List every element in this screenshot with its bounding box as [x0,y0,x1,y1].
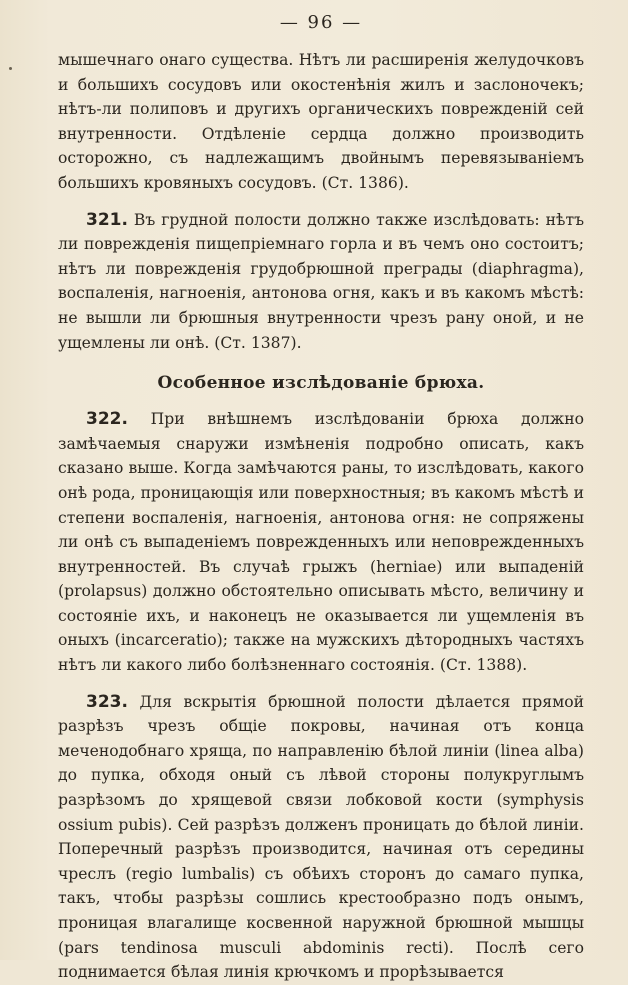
section-heading: Особенное изслѣдованіе брюха. [157,373,485,394]
paragraph-text: мышечнаго онаго существа. Нѣтъ ли расширенія желудочковъ и большихъ сосудовъ или окостенѣнія жилъ и заслоночекъ; нѣтъ-ли полиповъ и другихъ органическихъ поврежденій сей внутренности. Отдѣленіе сердца должно производить осторожно, съ надлежащимъ двойнымъ перевязываніемъ большихъ кровяныхъ сосудовъ. (Ст. 1386). [58,51,584,192]
paragraph-number: 323. [86,691,128,712]
paragraph-number: 321. [86,209,128,230]
paragraph-323 [58,690,584,985]
page-number-header: — 96 — [279,12,363,33]
paragraph-322 [58,407,584,678]
paragraph-gap [58,196,584,208]
margin-speck [9,67,12,70]
paragraph-321 [58,208,584,356]
paragraph-text: При внѣшнемъ изслѣдованіи брюха должно замѣчаемыя снаружи измѣненія подробно описать, какъ сказано выше. Когда замѣчаются раны, то изслѣдовать, какого онѣ рода, проницающія или поверхностныя; въ какомъ мѣстѣ и степени воспаленія, нагноенія, антонова огня: не сопряжены ли онѣ съ выпаденіемъ поврежденныхъ или неповрежденныхъ внутренностей. Въ случаѣ грыжъ (herniae) или выпаденій (prolapsus) должно обстоятельно описывать мѣсто, величину и состояніе ихъ, и наконецъ не оказывается ли ущемленія въ оныхъ (incarceratio); также на мужскихъ дѣтородныхъ частяхъ нѣтъ ли какого либо болѣзненнаго состоянія. (Ст. 1388). [58,410,584,675]
paragraph-text: Въ грудной полости должно также изслѣдовать: нѣтъ ли поврежденія пищепріемнаго горла и въ чемъ оно состоитъ; нѣтъ ли поврежденія грудобрюшной преграды (diaphragma), воспаленія, нагноенія, антонова огня, какъ и въ какомъ мѣстѣ: не вышли ли брюшныя внутренности чрезъ рану оной, и не ущемлены ли онѣ. (Ст. 1387). [58,210,584,352]
paragraph-gap [58,678,584,690]
paragraph-number: 322. [86,409,128,430]
paragraph-continuation [58,48,584,196]
paragraph-text: Для вскрытія брюшной полости дѣлается прямой разрѣзъ чрезъ общіе покровы, начиная отъ конца меченодобнаго хряща, по направленію бѣлой линіи (linea alba) до пупка, обходя оный съ лѣвой стороны полукруглымъ разрѣзомъ до хрящевой связи лобковой кости (symphysis ossium pubis). Сей разрѣзъ долженъ проницать до бѣлой линіи. Поперечный разрѣзъ производится, начиная отъ середины чреслъ (regio lumbalis) съ обѣихъ сторонъ до самаго пупка, такъ, чтобы разрѣзы сошлись крестообразно подъ онымъ, проницая влагалище косвенной наружной брюшной мышцы (pars tendinosa musculi abdominis recti). Послѣ сего поднимается бѣлая линія крючкомъ и прорѣзывается [58,692,584,982]
